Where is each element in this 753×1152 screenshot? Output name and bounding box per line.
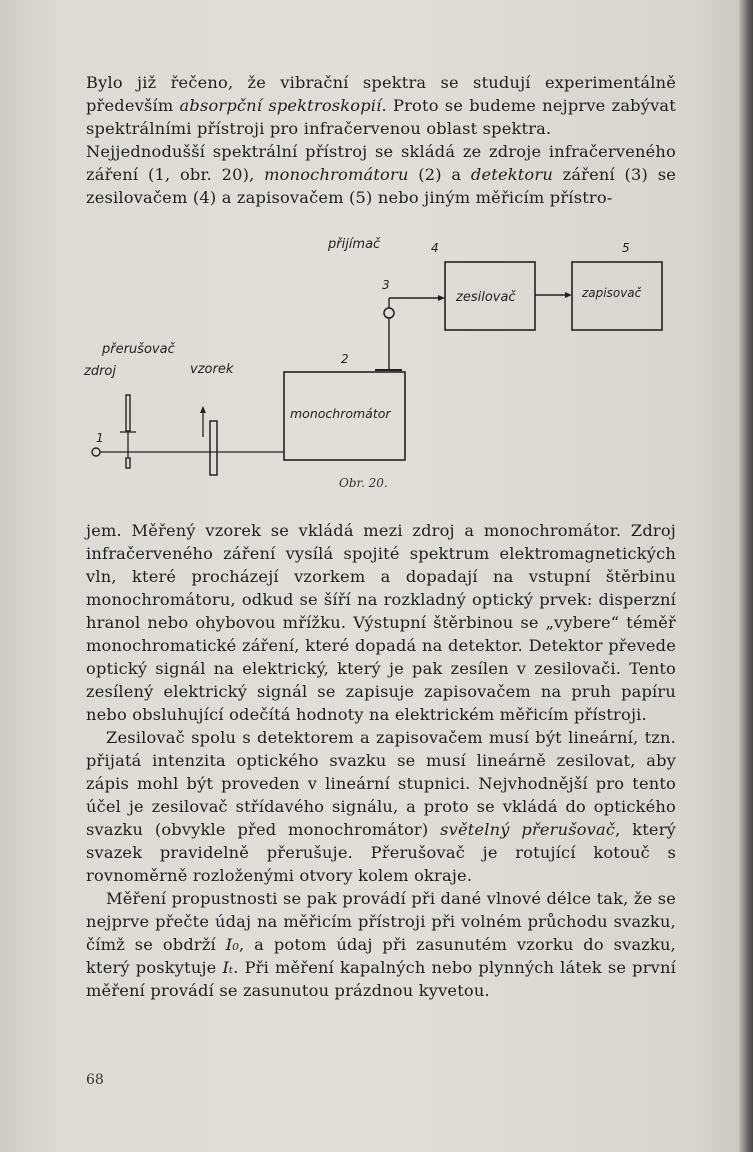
label-zesilovac: zesilovač bbox=[456, 290, 516, 305]
text-run: záření (3) se zesilovačem (4) a zapisovačem (5) nebo jiným měřicím přístro- bbox=[86, 165, 676, 207]
text-run: (2) a bbox=[408, 165, 471, 184]
text-run: jem. Měřený vzorek se vkládá mezi zdroj a monochromátor. Zdroj infračerveného záření vysílá spojité spektrum elektromagnetických vln, které procházejí vzorkem a dopadají na vstupní štěrbinu monochromátoru, odkud se šíří na rozkladný optický prvek: disperzní hranol nebo ohybovou mřížku. Výstupní štěrbinou se „vybere“ téměř monochromatické záření, které dopadá na detektor. Detektor převede optický signál na elektrický, který je pak zesílen v zesilovači. Tento zesílený elektrický signál se zapisuje zapisovačem na pruh papíru nebo obsluhující odečítá hodnoty na elektrickém měřicím přístroji. bbox=[86, 521, 676, 724]
italic-term: absorpční spektroskopií bbox=[179, 96, 382, 115]
italic-term: monochromátoru bbox=[264, 165, 409, 184]
page-number: 68 bbox=[86, 1072, 104, 1088]
label-3: 3 bbox=[382, 278, 390, 292]
label-prijimac: přijímač bbox=[328, 237, 381, 252]
bottom-paragraph bbox=[86, 519, 676, 726]
bottom-text-block bbox=[86, 519, 676, 1002]
italic-term: I₀ bbox=[225, 935, 240, 954]
top-paragraph bbox=[86, 140, 676, 209]
figure-caption: Obr. 20. bbox=[339, 476, 388, 490]
top-text-block bbox=[86, 71, 676, 209]
detector-circle bbox=[384, 308, 394, 318]
label-prerusovac: přerušovač bbox=[102, 342, 175, 357]
label-vzorek: vzorek bbox=[190, 362, 234, 377]
chopper-upper bbox=[126, 395, 130, 431]
text-run: Zesilovač spolu s detektorem a zapisovačem musí být lineární, tzn. přijatá intenzita optického svazku se musí lineárně zesilovat, aby zápis mohl být proveden v lineární stupnici. Nejvhodnější pro tento účel je zesilovač střídavého signálu, a proto se vkládá do optického svazku (obvykle před monochromátor) bbox=[86, 728, 676, 839]
arrowhead-4-5 bbox=[565, 292, 572, 298]
label-2: 2 bbox=[341, 352, 349, 366]
bottom-paragraph bbox=[86, 887, 676, 1002]
page-edge bbox=[739, 0, 753, 1152]
source-circle bbox=[92, 448, 100, 456]
italic-term: Iₜ bbox=[222, 958, 234, 977]
text-run: . Při měření kapalných nebo plynných látek se první měření provádí se zasunutou prázdnou kyvetou. bbox=[86, 958, 676, 1000]
sample-holder bbox=[210, 421, 217, 475]
italic-term: světelný přerušovač bbox=[440, 820, 616, 839]
bottom-paragraph bbox=[86, 726, 676, 887]
text-run: . Proto se budeme nejprve zabývat spektrálními přístroji pro infračervenou oblast spektra. bbox=[86, 96, 676, 138]
text-run: , a potom údaj při zasunutém vzorku do svazku, který poskytuje bbox=[86, 935, 677, 977]
label-1: 1 bbox=[96, 431, 104, 445]
figure-20-diagram bbox=[80, 232, 680, 494]
chopper-lower bbox=[126, 458, 130, 468]
text-run: Bylo již řečeno, že vibrační spektra se studují experimentálně především bbox=[86, 73, 676, 115]
sample-arrowhead bbox=[200, 406, 206, 413]
label-4: 4 bbox=[431, 241, 439, 255]
text-run: Měření propustnosti se pak provádí při dané vlnové délce tak, že se nejprve přečte údaj na měřicím přístroji při volném průchodu svazku, čímž se obdrží bbox=[86, 889, 676, 954]
label-zapisovac: zapisovač bbox=[582, 286, 642, 300]
label-monochromator: monochromátor bbox=[290, 406, 391, 421]
label-zdroj: zdroj bbox=[84, 364, 116, 379]
top-paragraph bbox=[86, 71, 676, 140]
text-run: , který svazek pravidelně přerušuje. Přerušovač je rotující kotouč s rovnoměrně rozloženými otvory kolem okraje. bbox=[86, 820, 676, 885]
italic-term: detektoru bbox=[470, 165, 553, 184]
label-5: 5 bbox=[622, 241, 630, 255]
text-run: Nejjednodušší spektrální přístroj se skládá ze zdroje infračerveného záření (1, obr. 20), bbox=[86, 142, 676, 184]
arrowhead-3-4 bbox=[438, 295, 445, 301]
